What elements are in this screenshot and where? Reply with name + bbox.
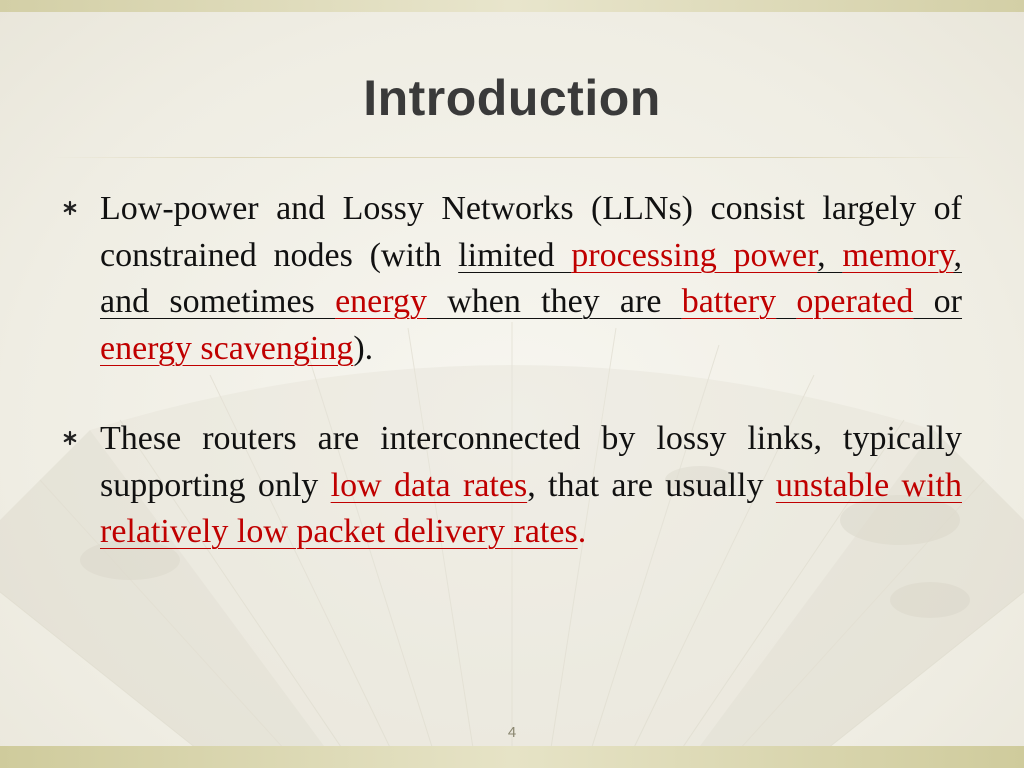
- underlined-text: limited: [458, 236, 572, 274]
- highlight-memory: memory: [842, 236, 954, 274]
- highlight-operated: operated: [796, 283, 914, 320]
- bottom-decorative-band: [0, 746, 1024, 768]
- underlined-text: when they are: [426, 283, 682, 320]
- text-segment: ).: [353, 329, 374, 367]
- asterisk-icon: [62, 430, 78, 446]
- highlight-processing-power: processing power: [571, 236, 818, 274]
- bullet-item: [62, 416, 962, 556]
- underlined-text: or: [913, 283, 963, 320]
- page-number: 4: [507, 724, 517, 741]
- slide-title: Introduction: [363, 70, 661, 126]
- text-segment: , that are usually: [527, 466, 776, 504]
- bullet-list: [62, 186, 962, 556]
- highlight-unstable-delivery: unstable with relatively low packet delivery rates: [100, 466, 962, 550]
- text-segment: .: [577, 513, 587, 550]
- underlined-text: ,: [817, 236, 843, 274]
- asterisk-icon: [62, 200, 78, 216]
- text-segment: These routers are interconnected by lossy links, typically supporting only: [100, 420, 962, 504]
- text-segment: Low-power and Lossy Networks (LLNs) consist largely of constrained nodes (with: [100, 190, 962, 274]
- highlight-low-data-rates: low data rates: [330, 466, 528, 504]
- underlined-text: , and sometimes: [100, 236, 962, 320]
- bullet-text: [100, 186, 962, 372]
- highlight-battery: battery: [681, 283, 777, 320]
- bullet-text: [100, 416, 962, 556]
- underlined-text: [776, 283, 796, 320]
- highlight-energy: energy: [335, 283, 427, 320]
- bullet-item: [62, 186, 962, 372]
- title-divider: [52, 157, 972, 158]
- highlight-energy-scavenging: energy scavenging: [100, 329, 354, 367]
